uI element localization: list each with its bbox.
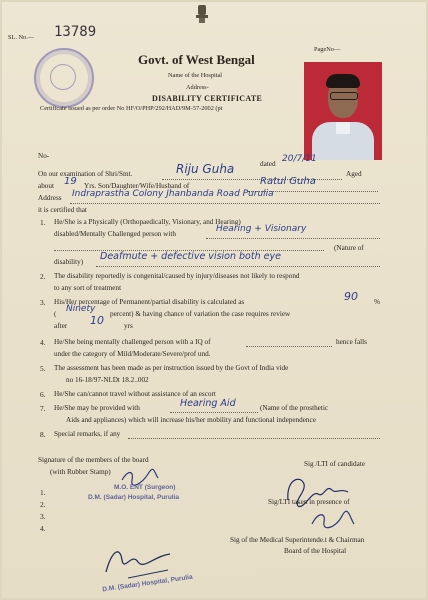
disability-nature-dotted [96,266,380,267]
father-name: Ratul Guha [260,176,316,187]
address-dotted-line [70,203,380,204]
item1-line1: He/She is a Physically (Orthopaedically, Visionary, and Hearing) [54,218,241,226]
exam-line: On our examination of Shri/Smt. [38,170,133,178]
item-number: 2. [40,272,46,281]
item5-line2: no 16-18/97-NI.Dt 18.2..002 [66,376,149,384]
bottom-stamp-signature [98,542,178,582]
item-number: 6. [40,390,46,399]
hospital-name-label: Name of the Hospital [168,72,223,79]
rubber-stamp-label: (with Rubber Stamp) [50,468,111,476]
item6-text: He/She can/cannot travel without assistance of an escort [54,390,216,398]
iq-dotted-line [246,346,332,347]
witness-signature [308,510,358,530]
item3-line2: percent) & having chance of variation the case requires review [110,310,291,318]
certificate-title: DISABILITY CERTIFICATE [152,94,263,103]
disability-type-dotted [206,238,380,239]
item2-line1: The disability reportedly is congenital/caused by injury/diseases not likely to respond [54,272,300,280]
percent-sign: % [374,298,380,306]
item1-line2: disabled/Mentally Challenged person with [54,230,176,238]
disability-nature: Deafmute + defective vision both eye [100,251,281,262]
item-number: 1. [40,218,46,227]
dm-hospital-stamp: D.M. (Sadar) Hospital, Purulia [88,494,180,501]
percentage-words: Ninety [66,304,96,314]
serial-number: 13789 [54,24,97,40]
prosthetic-dotted-line [170,412,258,413]
item7-line2: Aids and appliances) which will increase his/her mobility and functional independence [66,416,316,424]
item2-line2: to any sort of treatment [54,284,122,292]
item4-line1: He/She being mentally challenged person with a IQ of [54,338,211,346]
dated-value: 20/7/11 [282,154,317,164]
member-number: 2. [40,500,46,509]
member-number: 3. [40,512,46,521]
candidate-name: Riju Guha [176,162,235,176]
item-number: 7. [40,404,46,413]
ent-stamp: M.O. ENT (Surgeon) [114,484,176,491]
round-seal-stamp [34,48,94,108]
son-of-text: Yrs. Son/Daughter/Wife/Husband of [84,182,190,190]
item-number: 3. [40,298,46,307]
govt-title: Govt. of West Bengal [138,52,255,67]
address-label: Address- [186,84,209,91]
item8-text: Special remarks, if any [54,430,121,438]
board-signature-label: Signature of the members of the board [38,456,149,464]
age-value: 19 [64,176,77,187]
dated-label: dated [260,160,276,168]
item4-line2: under the category of Mild/Moderate/Severe/prof und. [54,350,211,358]
prosthetic-aid: Hearing Aid [180,398,236,409]
certificate-page: SL. No.— 13789 PageNo— Govt. of West Bengal Name of the Hospital Address- DISABILITY CERTIFICATE Certificate issued as per order No HF/O/PHP/292/HAD/9M-57-2002 (pt No- dated 20/7/11 On our examination of Shri/Smt. Riju Guha Aged about 19 Yrs. Son/Daughter/Wife/Husband of Ratul Guha Address Indraprastha Colony Jhanbanda Road Purulia it is certified that 1. He/She is a Physically (Orthopaedically, Visionary, and Hearing) disabled/Mentally Challenged person with Hearing + Visionary (Nature of disability) Deafmute + defective vision both eye 2. The disability reportedly is congenital/caused by injury/diseases not likely to respond to any sort of treatment 3. His/Her percentage of Permanent/partial disability is calculated as 90 % ( Ninety percent) & having chance of variation the case requires review after 10 yrs 4. He/She being mentally challenged person with a IQ of hence falls under the category of Mild/Moderate/Severe/prof und. 5. The assessment has been made as per instruction issued by the Govt of India vide no 16-18/97-NI.Dt 18.2..002 6. He/She can/cannot travel without assistance of an escort 7. He/She may be provided with Hearing Aid (Name of the prosthetic Aids and appliances) which will increase his/her mobility and functional independence 8. Special remarks, if any Signature of the members of the board (with Rubber Stamp) Sig /LTI of candidate 1. 2. 3. 4. M.O. ENT (Surgeon) D.M. (Sadar) Hospital, Purulia Sig/LTI taken in presence of Sig of the Medical Superintende.t & Chairman Board of the Hospital D.M. (Sadar) Hospital, Purulia [2,2,426,598]
address-value: Indraprastha Colony Jhanbanda Road Purulia [72,189,274,199]
after-label: after [54,322,68,330]
item4-hence: hence falls [336,338,367,346]
aged-label: Aged [346,170,362,178]
state-emblem-icon [194,4,210,24]
candidate-photo [304,62,382,160]
board-hospital-label: Board of the Hospital [284,547,347,555]
member-number: 1. [40,488,46,497]
address-field-label: Address [38,194,62,202]
item7-line1: He/She may be provided with [54,404,140,412]
superintendent-signature-label: Sig of the Medical Superintende.t & Chairman [230,536,365,544]
member-number: 4. [40,524,46,533]
presence-label: Sig/LTI taken in presence of [268,498,350,506]
percentage-value: 90 [344,290,358,303]
item5-line1: The assessment has been made as per instruction issued by the Govt of India vide [54,364,289,372]
order-line: Certificate issued as per order No HF/O/PHP/292/HAD/9M-57-2002 (pt [40,105,223,112]
page-number-label: PageNo— [314,46,341,53]
serial-label: SL. No.— [8,34,35,41]
item-number: 8. [40,430,46,439]
candidate-signature-label: Sig /LTI of candidate [304,460,366,468]
review-years: 10 [90,314,104,327]
bottom-hospital-stamp: D.M. (Sadar) Hospital, Purulia [101,573,194,594]
certified-text: it is certified that [38,206,87,214]
remarks-dotted-line [128,438,380,439]
item-number: 4. [40,338,46,347]
about-label: about [38,182,54,190]
item3-line1: His/Her percentage of Permanent/partial disability is calculated as [54,298,245,306]
disability-type: Hearing + Visionary [216,224,307,234]
disability-label: disability) [54,258,84,266]
no-label: No- [38,152,50,160]
nature-label: (Nature of [334,244,364,252]
item7-tail: (Name of the prosthetic [260,404,329,412]
yrs-label: yrs [124,322,133,330]
item-number: 5. [40,364,46,373]
